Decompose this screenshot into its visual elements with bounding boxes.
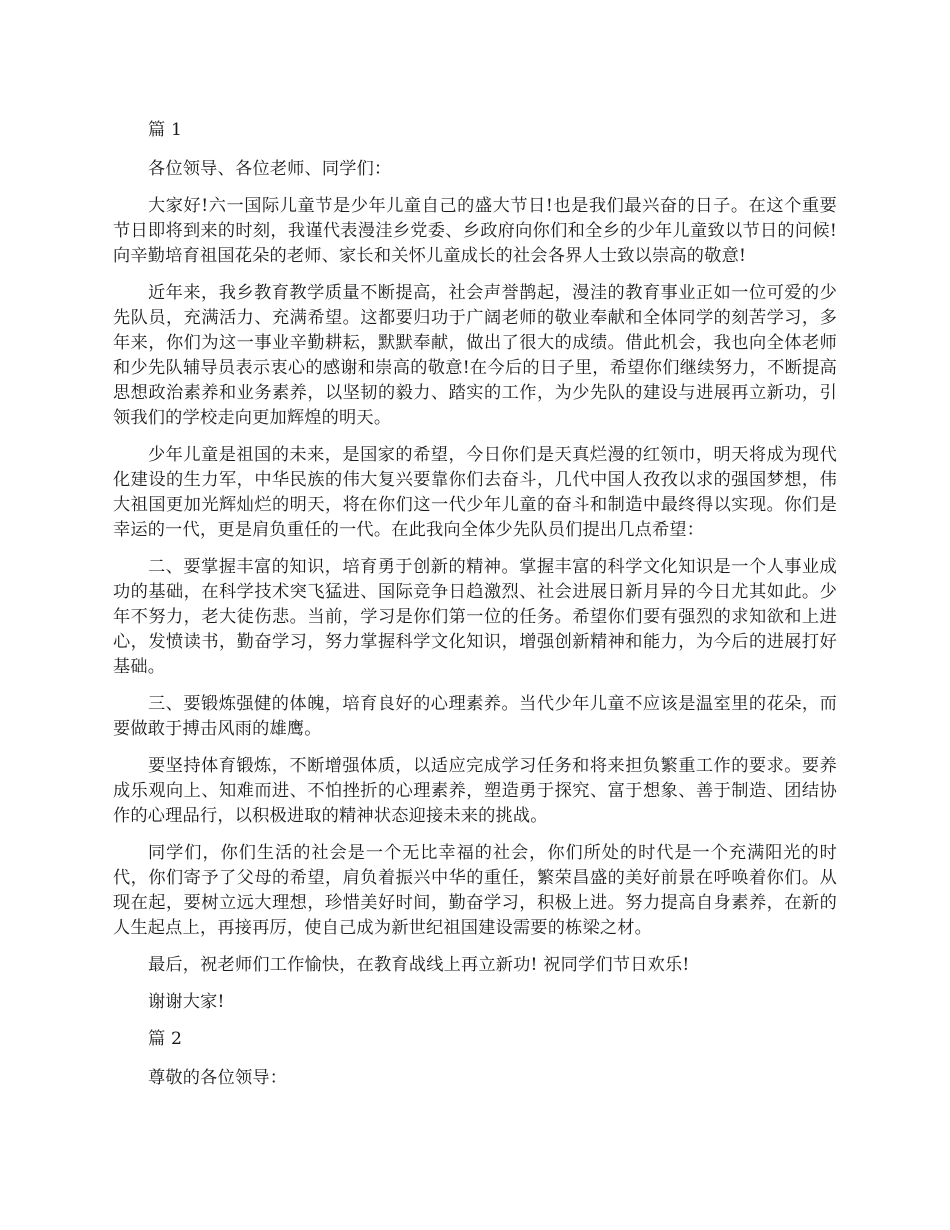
paragraph-knowledge: 二、要掌握丰富的知识，培育勇于创新的精神。掌握丰富的科学文化知识是一个人事业成功的基础，在科学技术突飞猛进、国际竞争日趋激烈、社会进展日新月异的今日尤其如此。少年不努力，老大徒伤悲。当前，学习是你们第一位的任务。希望你们要有强烈的求知欲和上进心，发愤读书，勤奋学习，努力掌握科学文化知识，增强创新精神和能力，为今后的进展打好基础。	[113, 557, 837, 677]
paragraph-greeting: 大家好!六一国际儿童节是少年儿童自己的盛大节日!也是我们最兴奋的日子。在这个重要节日即将到来的时刻，我谨代表漫洼乡党委、乡政府向你们和全乡的少年儿童致以节日的问候!向辛勤培育祖国花朵的老师、家长和关怀儿童成长的社会各界人士致以崇高的敬意!	[113, 196, 837, 266]
section-heading-1: 篇 1	[148, 120, 183, 140]
paragraph-achievements: 近年来，我乡教育教学质量不断提高，社会声誉鹊起，漫洼的教育事业正如一位可爱的少先队员，充满活力、充满希望。这都要归功于广阔老师的敬业奉献和全体同学的刻苦学习，多年来，你们为这一事业辛勤耕耘，默默奉献，做出了很大的成绩。借此机会，我也向全体老师和少先队辅导员表示衷心的感谢和崇高的敬意!在今后的日子里，希望你们继续努力，不断提高思想政治素养和业务素养，以坚韧的毅力、踏实的工作，为少先队的建设与进展再立新功，引领我们的学校走向更加辉煌的明天。	[113, 283, 837, 428]
paragraph-exercise: 要坚持体育锻炼，不断增强体质，以适应完成学习任务和将来担负繁重工作的要求。要养成乐观向上、知难而进、不怕挫折的心理素养，塑造勇于探究、富于想象、善于制造、团结协作的心理品行，以积极进取的精神状态迎接未来的挑战。	[113, 756, 837, 826]
paragraph-future: 少年儿童是祖国的未来，是国家的希望，今日你们是天真烂漫的红领巾，明天将成为现代化建设的生力军，中华民族的伟大复兴要靠你们去奋斗，几代中国人孜孜以求的强国梦想，伟大祖国更加光辉灿烂的明天，将在你们这一代少年儿童的奋斗和制造中最终得以实现。你们是幸运的一代，更是肩负重任的一代。在此我向全体少先队员们提出几点希望：	[113, 445, 837, 540]
paragraph-wishes: 最后，祝老师们工作愉快，在教育战线上再立新功! 祝同学们节日欢乐!	[148, 955, 690, 975]
salutation-2: 尊敬的各位领导：	[148, 1068, 288, 1088]
salutation: 各位领导、各位老师、同学们：	[148, 159, 392, 179]
paragraph-physique: 三、要锻炼强健的体魄，培育良好的心理素养。当代少年儿童不应该是温室里的花朵，而要做敢于搏击风雨的雄鹰。	[113, 694, 837, 739]
section-heading-2: 篇 2	[148, 1029, 183, 1049]
document-page	[113, 118, 837, 1103]
paragraph-society: 同学们，你们生活的社会是一个无比幸福的社会，你们所处的时代是一个充满阳光的时代，你们寄予了父母的希望，肩负着振兴中华的重任，繁荣昌盛的美好前景在呼唤着你们。从现在起，要树立远大理想，珍惜美好时间，勤奋学习，积极上进。努力提高自身素养，在新的人生起点上，再接再厉，使自己成为新世纪祖国建设需要的栋梁之材。	[113, 843, 837, 938]
paragraph-thanks: 谢谢大家!	[148, 992, 225, 1012]
